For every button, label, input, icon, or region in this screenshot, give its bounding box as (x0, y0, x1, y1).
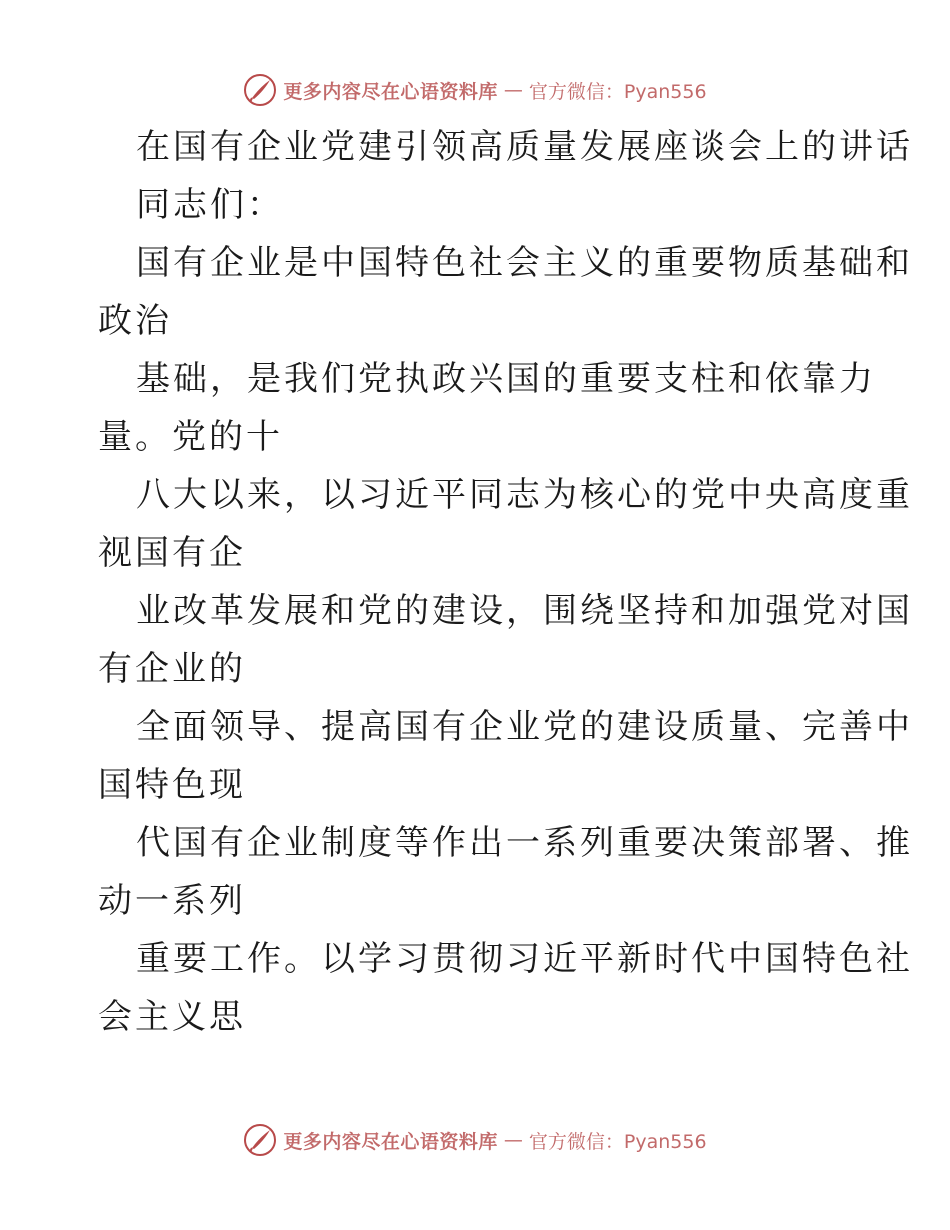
watermark-wechat-text: 官方微信：Pyan556 (528, 80, 707, 103)
feather-pen-logo-icon (243, 73, 277, 107)
paragraph-line: 国有企业是中国特色社会主义的重要物质基础和 (136, 243, 913, 283)
paragraph-line: 视国有企 (98, 533, 246, 573)
paragraph-line: 业改革发展和党的建设，围绕坚持和加强党对国 (136, 591, 913, 631)
watermark-site-text: 更多内容尽在心语资料库 (283, 1130, 498, 1153)
paragraph-line: 代国有企业制度等作出一系列重要决策部署、推 (136, 823, 913, 863)
document-body (98, 118, 913, 1046)
paragraph-line: 八大以来，以习近平同志为核心的党中央高度重 (136, 475, 913, 515)
document-title: 在国有企业党建引领高质量发展座谈会上的讲话 (136, 127, 913, 167)
watermark-wechat-text: 官方微信：Pyan556 (528, 1130, 707, 1153)
footer-watermark (0, 1120, 950, 1160)
paragraph-line: 有企业的 (98, 649, 246, 689)
salutation: 同志们： (136, 185, 284, 225)
watermark-separator: — (503, 79, 523, 101)
watermark-separator: — (503, 1129, 523, 1151)
paragraph-line: 动一系列 (98, 881, 246, 921)
paragraph-line: 会主义思 (98, 997, 246, 1037)
paragraph-line: 全面领导、提高国有企业党的建设质量、完善中 (136, 707, 913, 747)
paragraph-line: 量。党的十 (98, 417, 283, 457)
header-watermark (0, 70, 950, 110)
feather-pen-logo-icon (243, 1123, 277, 1157)
paragraph-line: 国特色现 (98, 765, 246, 805)
paragraph-line: 政治 (98, 301, 172, 341)
paragraph-line: 基础，是我们党执政兴国的重要支柱和依靠力 (136, 359, 876, 399)
watermark-site-text: 更多内容尽在心语资料库 (283, 80, 498, 103)
paragraph-line: 重要工作。以学习贯彻习近平新时代中国特色社 (136, 939, 913, 979)
